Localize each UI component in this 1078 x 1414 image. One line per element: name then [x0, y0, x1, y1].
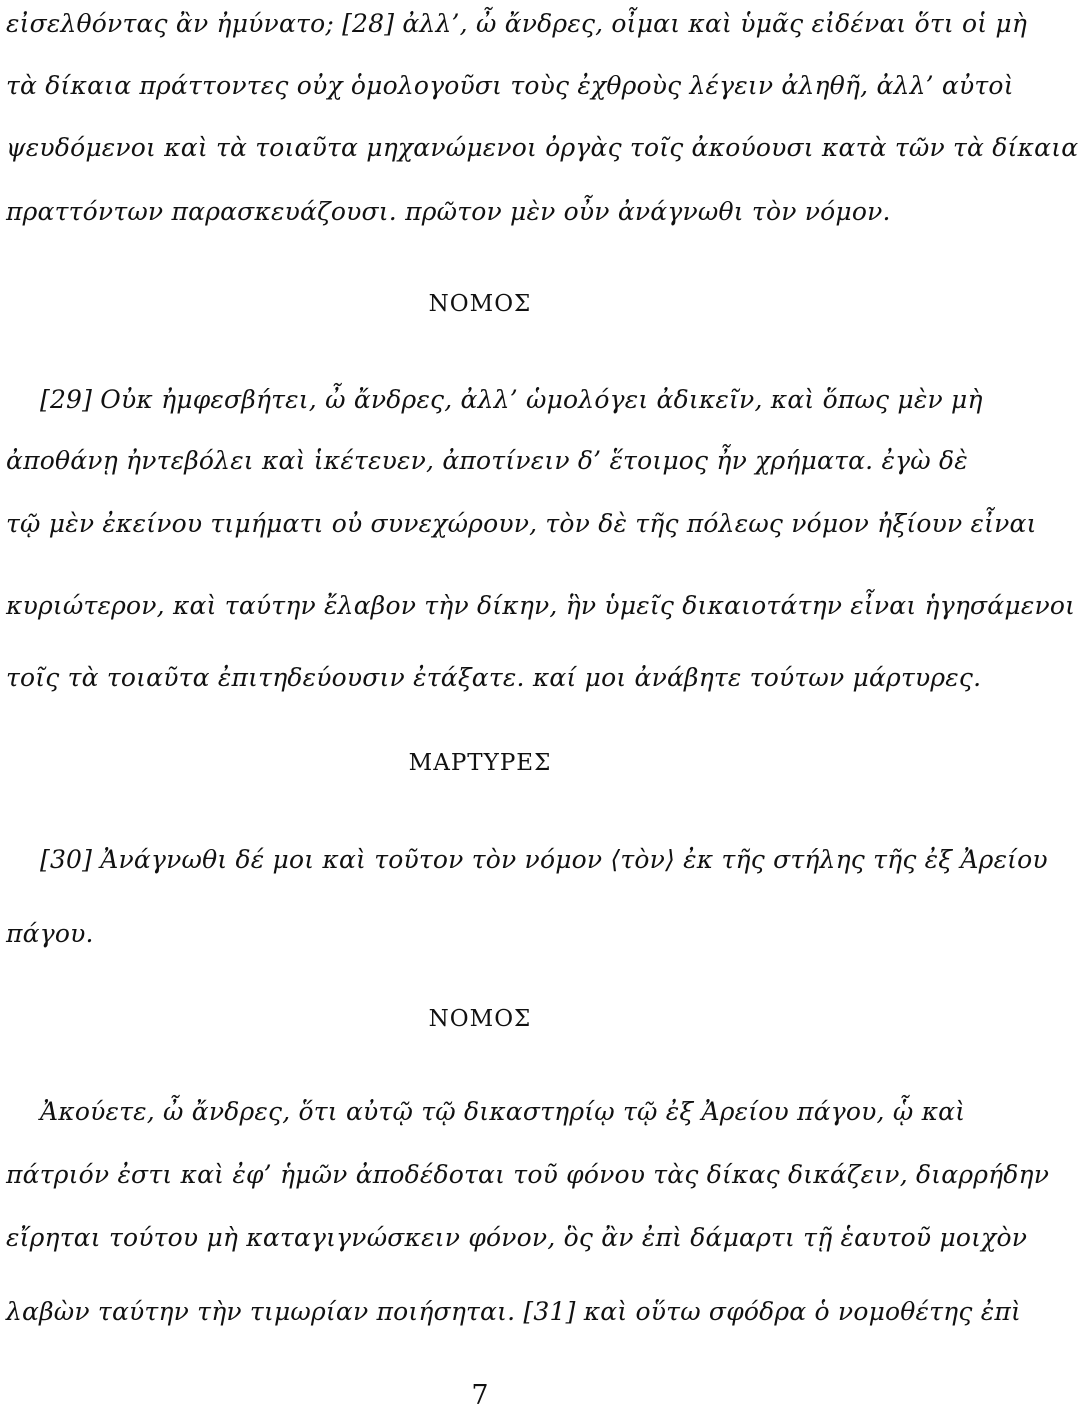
text-line-15: λαβὼν ταύτην τὴν τιμωρίαν ποιήσηται. [31] καὶ οὕτω σφόδρα ὁ νομοθέτης ἐπὶ	[6, 1297, 1021, 1326]
text-line-3: ψευδόμενοι καὶ τὰ τοιαῦτα μηχανώμενοι ὀργὰς τοῖς ἀκούουσι κατὰ τῶν τὰ δίκαια	[6, 133, 1078, 162]
section-heading-martyres: ΜΑΡΤΥΡΕΣ	[408, 750, 552, 776]
text-line-7: τῷ μὲν ἐκείνου τιμήματι οὐ συνεχώρουν, τὸν δὲ τῆς πόλεως νόμον ἠξίουν εἶναι	[6, 509, 1037, 538]
text-line-1: εἰσελθόντας ἂν ἠμύνατο; [28] ἀλλ’, ὦ ἄνδρες, οἶμαι καὶ ὑμᾶς εἰδέναι ὅτι οἱ μὴ	[6, 9, 1028, 38]
text-line-12: Ἀκούετε, ὦ ἄνδρες, ὅτι αὐτῷ τῷ δικαστηρίῳ τῷ ἐξ Ἀρείου πάγου, ᾧ καὶ	[40, 1097, 966, 1126]
text-line-14: εἴρηται τούτου μὴ καταγιγνώσκειν φόνον, ὃς ἂν ἐπὶ δάμαρτι τῇ ἑαυτοῦ μοιχὸν	[6, 1223, 1028, 1252]
text-line-4: πραττόντων παρασκευάζουσι. πρῶτον μὲν οὖν ἀνάγνωθι τὸν νόμον.	[6, 197, 891, 226]
text-line-9: τοῖς τὰ τοιαῦτα ἐπιτηδεύουσιν ἐτάξατε. καί μοι ἀνάβητε τούτων μάρτυρες.	[6, 663, 982, 692]
text-line-10: [30] Ἀνάγνωθι δέ μοι καὶ τοῦτον τὸν νόμον ⟨τὸν⟩ ἐκ τῆς στήλης τῆς ἐξ Ἀρείου	[40, 845, 1048, 874]
section-heading-nomos-2: ΝΟΜΟΣ	[428, 1006, 532, 1032]
text-line-13: πάτριόν ἐστι καὶ ἐφ’ ἡμῶν ἀποδέδοται τοῦ φόνου τὰς δίκας δικάζειν, διαρρήδην	[6, 1160, 1050, 1189]
section-heading-nomos-1: ΝΟΜΟΣ	[428, 291, 532, 317]
text-line-11: πάγου.	[6, 919, 94, 948]
page-number: 7	[471, 1380, 489, 1411]
text-line-8: κυριώτερον, καὶ ταύτην ἔλαβον τὴν δίκην, ἣν ὑμεῖς δικαιοτάτην εἶναι ἡγησάμενοι	[6, 591, 1076, 620]
text-line-6: ἀποθάνῃ ἠντεβόλει καὶ ἱκέτευεν, ἀποτίνειν δ’ ἕτοιμος ἦν χρήματα. ἐγὼ δὲ	[6, 446, 968, 475]
text-line-2: τὰ δίκαια πράττοντες οὐχ ὁμολογοῦσι τοὺς ἐχθροὺς λέγειν ἀληθῆ, ἀλλ’ αὐτοὶ	[6, 71, 1014, 100]
text-line-5: [29] Οὐκ ἠμφεσβήτει, ὦ ἄνδρες, ἀλλ’ ὡμολόγει ἀδικεῖν, καὶ ὅπως μὲν μὴ	[40, 385, 983, 414]
